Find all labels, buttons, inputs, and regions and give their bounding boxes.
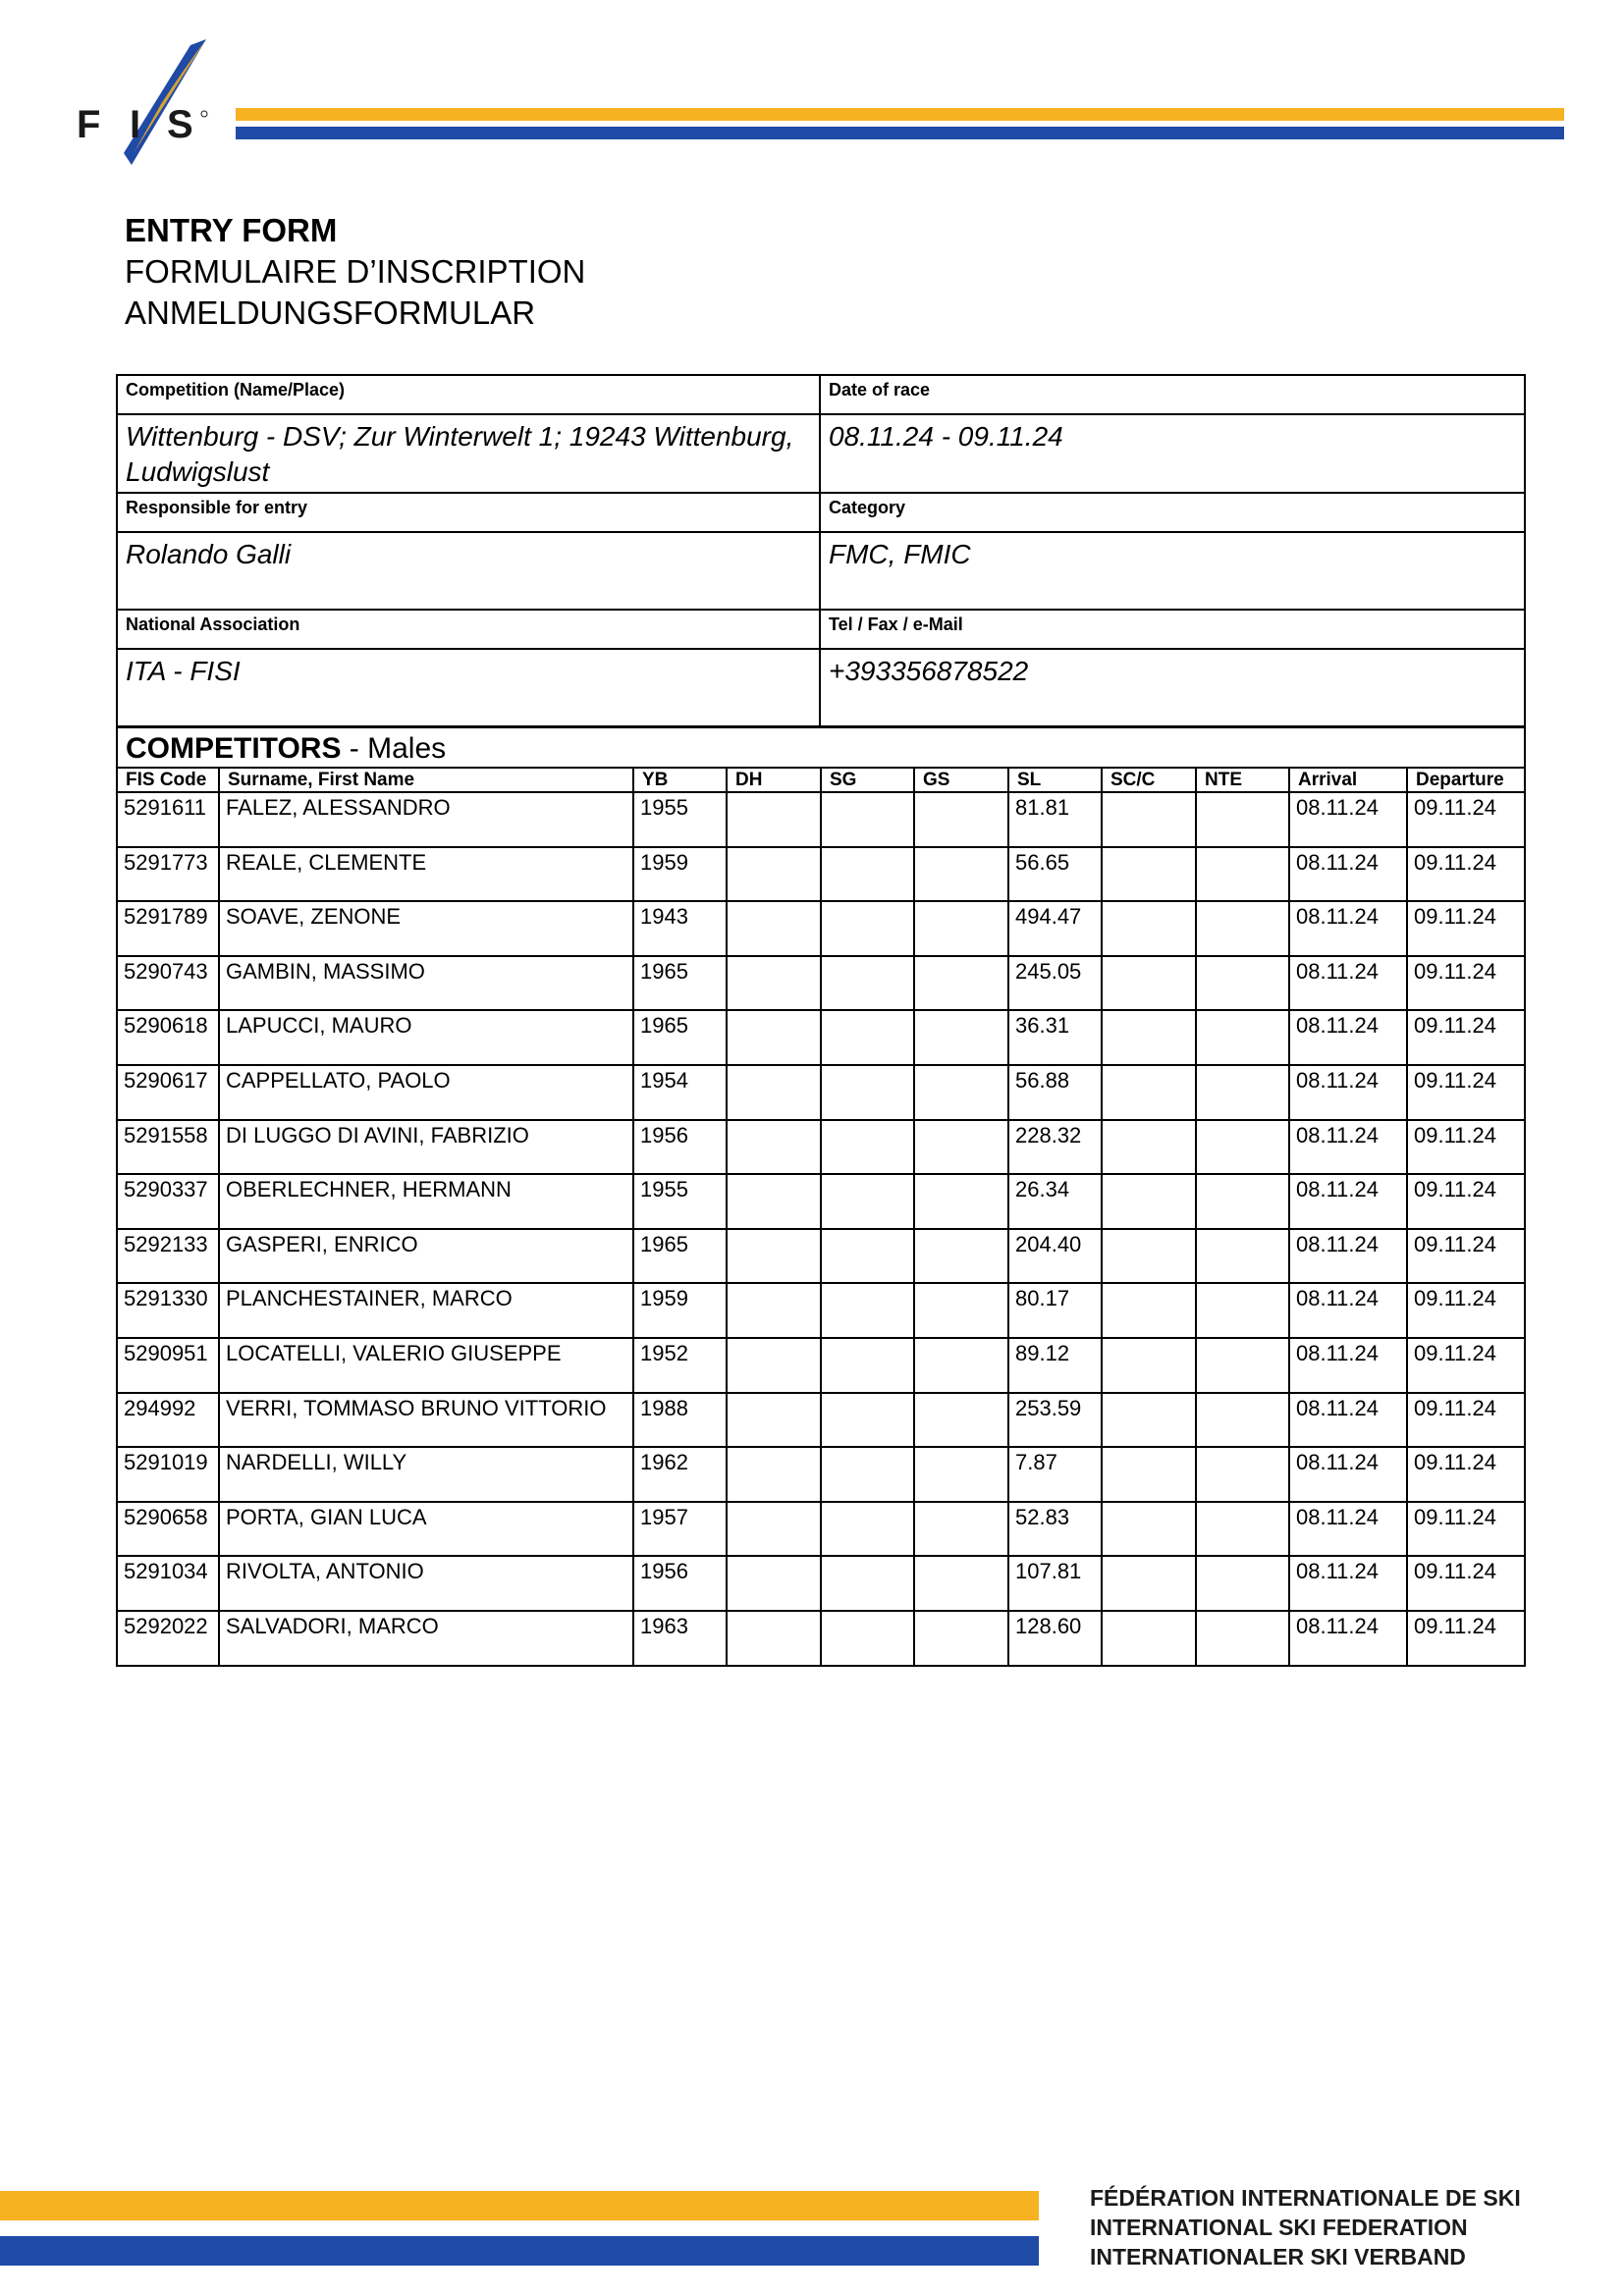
- cell-sg: [821, 1120, 914, 1175]
- cell-nte: [1196, 1502, 1289, 1557]
- cell-arrival: 08.11.24: [1289, 1120, 1407, 1175]
- cell-fis-code: 294992: [117, 1393, 219, 1448]
- competitors-header-row: [117, 768, 1525, 792]
- cell-dh: [727, 1174, 821, 1229]
- cell-yb: 1956: [633, 1120, 727, 1175]
- cell-name: SOAVE, ZENONE: [219, 901, 633, 956]
- cell-scc: [1102, 792, 1196, 847]
- cell-sl: 56.65: [1008, 847, 1102, 902]
- cell-nte: [1196, 1393, 1289, 1448]
- cell-departure: 09.11.24: [1407, 1338, 1525, 1393]
- cell-fis-code: 5290618: [117, 1010, 219, 1065]
- cell-sl: 204.40: [1008, 1229, 1102, 1284]
- cell-sl: 245.05: [1008, 956, 1102, 1011]
- cell-yb: 1962: [633, 1447, 727, 1502]
- cell-nte: [1196, 1447, 1289, 1502]
- cell-nte: [1196, 1120, 1289, 1175]
- col-header-yb: YB: [633, 768, 727, 792]
- cell-gs: [914, 1502, 1008, 1557]
- cell-fis-code: 5290337: [117, 1174, 219, 1229]
- cell-departure: 09.11.24: [1407, 1611, 1525, 1666]
- contact-label: Tel / Fax / e-Mail: [820, 610, 1525, 649]
- cell-scc: [1102, 1611, 1196, 1666]
- cell-yb: 1959: [633, 847, 727, 902]
- association-value: ITA - FISI: [117, 649, 820, 726]
- cell-sg: [821, 1174, 914, 1229]
- cell-sl: 80.17: [1008, 1283, 1102, 1338]
- cell-fis-code: 5290743: [117, 956, 219, 1011]
- cell-departure: 09.11.24: [1407, 1174, 1525, 1229]
- cell-name: CAPPELLATO, PAOLO: [219, 1065, 633, 1120]
- cell-nte: [1196, 1174, 1289, 1229]
- cell-gs: [914, 1447, 1008, 1502]
- col-header-arrival: Arrival: [1289, 768, 1407, 792]
- title-en: ENTRY FORM: [125, 212, 338, 248]
- cell-departure: 09.11.24: [1407, 1556, 1525, 1611]
- cell-departure: 09.11.24: [1407, 901, 1525, 956]
- cell-fis-code: 5291611: [117, 792, 219, 847]
- cell-sl: 253.59: [1008, 1393, 1102, 1448]
- table-row: [117, 1556, 1525, 1611]
- col-header-departure: Departure: [1407, 768, 1525, 792]
- cell-scc: [1102, 901, 1196, 956]
- cell-yb: 1965: [633, 1229, 727, 1284]
- cell-yb: 1954: [633, 1065, 727, 1120]
- cell-gs: [914, 1174, 1008, 1229]
- responsible-label: Responsible for entry: [117, 493, 820, 532]
- cell-yb: 1963: [633, 1611, 727, 1666]
- table-row: [117, 1229, 1525, 1284]
- competitors-table: [116, 726, 1526, 1667]
- cell-name: REALE, CLEMENTE: [219, 847, 633, 902]
- footer-stripe-yellow: [0, 2191, 1039, 2220]
- cell-departure: 09.11.24: [1407, 1120, 1525, 1175]
- title-de: ANMELDUNGSFORMULAR: [125, 294, 536, 331]
- category-value: FMC, FMIC: [820, 532, 1525, 610]
- cell-arrival: 08.11.24: [1289, 1556, 1407, 1611]
- cell-sg: [821, 847, 914, 902]
- table-row: [117, 901, 1525, 956]
- cell-sl: 128.60: [1008, 1611, 1102, 1666]
- cell-sg: [821, 792, 914, 847]
- cell-gs: [914, 1611, 1008, 1666]
- cell-dh: [727, 1556, 821, 1611]
- col-header-gs: GS: [914, 768, 1008, 792]
- cell-departure: 09.11.24: [1407, 1502, 1525, 1557]
- cell-name: GAMBIN, MASSIMO: [219, 956, 633, 1011]
- cell-nte: [1196, 1283, 1289, 1338]
- cell-departure: 09.11.24: [1407, 1010, 1525, 1065]
- cell-name: OBERLECHNER, HERMANN: [219, 1174, 633, 1229]
- cell-sl: 26.34: [1008, 1174, 1102, 1229]
- cell-scc: [1102, 1393, 1196, 1448]
- cell-gs: [914, 1120, 1008, 1175]
- cell-sg: [821, 1611, 914, 1666]
- col-header-scc: SC/C: [1102, 768, 1196, 792]
- cell-dh: [727, 1338, 821, 1393]
- cell-sl: 36.31: [1008, 1010, 1102, 1065]
- date-value: 08.11.24 - 09.11.24: [820, 414, 1525, 493]
- cell-sl: 228.32: [1008, 1120, 1102, 1175]
- competition-value: Wittenburg - DSV; Zur Winterwelt 1; 19243 Wittenburg, Ludwigslust: [117, 414, 820, 493]
- cell-nte: [1196, 1611, 1289, 1666]
- cell-dh: [727, 1502, 821, 1557]
- cell-nte: [1196, 792, 1289, 847]
- table-row: [117, 1174, 1525, 1229]
- cell-departure: 09.11.24: [1407, 1283, 1525, 1338]
- cell-fis-code: 5291773: [117, 847, 219, 902]
- cell-name: RIVOLTA, ANTONIO: [219, 1556, 633, 1611]
- footer-line-de: INTERNATIONALER SKI VERBAND: [1090, 2244, 1466, 2269]
- footer-federation-name: [1090, 2183, 1521, 2271]
- cell-sg: [821, 1447, 914, 1502]
- cell-sl: 52.83: [1008, 1502, 1102, 1557]
- cell-fis-code: 5291034: [117, 1556, 219, 1611]
- footer-line-en: INTERNATIONAL SKI FEDERATION: [1090, 2215, 1468, 2240]
- cell-sg: [821, 1283, 914, 1338]
- cell-sl: 7.87: [1008, 1447, 1102, 1502]
- cell-sg: [821, 956, 914, 1011]
- cell-yb: 1955: [633, 792, 727, 847]
- cell-gs: [914, 1283, 1008, 1338]
- cell-nte: [1196, 1338, 1289, 1393]
- cell-dh: [727, 1120, 821, 1175]
- cell-dh: [727, 901, 821, 956]
- cell-sl: 81.81: [1008, 792, 1102, 847]
- table-row: [117, 1065, 1525, 1120]
- cell-arrival: 08.11.24: [1289, 1447, 1407, 1502]
- cell-gs: [914, 1010, 1008, 1065]
- responsible-value: Rolando Galli: [117, 532, 820, 610]
- cell-sg: [821, 1393, 914, 1448]
- cell-scc: [1102, 1010, 1196, 1065]
- cell-name: LAPUCCI, MAURO: [219, 1010, 633, 1065]
- cell-gs: [914, 1338, 1008, 1393]
- cell-arrival: 08.11.24: [1289, 792, 1407, 847]
- cell-name: LOCATELLI, VALERIO GIUSEPPE: [219, 1338, 633, 1393]
- svg-text:S: S: [167, 103, 193, 146]
- cell-gs: [914, 956, 1008, 1011]
- col-header-sl: SL: [1008, 768, 1102, 792]
- competitors-heading: COMPETITORS - Males: [117, 727, 1525, 768]
- footer-stripe-blue: [0, 2236, 1039, 2266]
- table-row: [117, 956, 1525, 1011]
- cell-name: SALVADORI, MARCO: [219, 1611, 633, 1666]
- cell-scc: [1102, 1447, 1196, 1502]
- cell-nte: [1196, 956, 1289, 1011]
- cell-fis-code: 5290617: [117, 1065, 219, 1120]
- cell-departure: 09.11.24: [1407, 1065, 1525, 1120]
- competition-label: Competition (Name/Place): [117, 375, 820, 414]
- cell-scc: [1102, 1338, 1196, 1393]
- cell-fis-code: 5291019: [117, 1447, 219, 1502]
- cell-sg: [821, 1010, 914, 1065]
- cell-sg: [821, 1065, 914, 1120]
- cell-arrival: 08.11.24: [1289, 1393, 1407, 1448]
- cell-yb: 1943: [633, 901, 727, 956]
- cell-scc: [1102, 1502, 1196, 1557]
- cell-arrival: 08.11.24: [1289, 847, 1407, 902]
- cell-arrival: 08.11.24: [1289, 1229, 1407, 1284]
- cell-fis-code: 5291558: [117, 1120, 219, 1175]
- cell-departure: 09.11.24: [1407, 1229, 1525, 1284]
- cell-nte: [1196, 1556, 1289, 1611]
- title-fr: FORMULAIRE D’INSCRIPTION: [125, 253, 586, 290]
- col-header-sg: SG: [821, 768, 914, 792]
- footer-line-fr: FÉDÉRATION INTERNATIONALE DE SKI: [1090, 2185, 1521, 2211]
- cell-yb: 1959: [633, 1283, 727, 1338]
- cell-departure: 09.11.24: [1407, 847, 1525, 902]
- table-row: [117, 1338, 1525, 1393]
- cell-arrival: 08.11.24: [1289, 1338, 1407, 1393]
- cell-name: FALEZ, ALESSANDRO: [219, 792, 633, 847]
- cell-departure: 09.11.24: [1407, 792, 1525, 847]
- fis-logo: [73, 35, 216, 173]
- cell-departure: 09.11.24: [1407, 1393, 1525, 1448]
- cell-dh: [727, 1229, 821, 1284]
- col-header-name: Surname, First Name: [219, 768, 633, 792]
- cell-yb: 1957: [633, 1502, 727, 1557]
- svg-text:F: F: [77, 103, 101, 146]
- cell-dh: [727, 847, 821, 902]
- competition-info-table: [116, 374, 1526, 727]
- cell-arrival: 08.11.24: [1289, 901, 1407, 956]
- cell-scc: [1102, 847, 1196, 902]
- table-row: [117, 1283, 1525, 1338]
- table-row: [117, 792, 1525, 847]
- cell-scc: [1102, 1283, 1196, 1338]
- cell-sg: [821, 1229, 914, 1284]
- table-row: [117, 1393, 1525, 1448]
- cell-nte: [1196, 1065, 1289, 1120]
- cell-departure: 09.11.24: [1407, 956, 1525, 1011]
- table-row: [117, 1120, 1525, 1175]
- cell-gs: [914, 1556, 1008, 1611]
- cell-gs: [914, 847, 1008, 902]
- col-header-dh: DH: [727, 768, 821, 792]
- cell-scc: [1102, 1174, 1196, 1229]
- table-row: [117, 1010, 1525, 1065]
- cell-sg: [821, 1556, 914, 1611]
- cell-scc: [1102, 1065, 1196, 1120]
- cell-sg: [821, 1502, 914, 1557]
- cell-gs: [914, 792, 1008, 847]
- cell-scc: [1102, 956, 1196, 1011]
- cell-nte: [1196, 1010, 1289, 1065]
- cell-nte: [1196, 1229, 1289, 1284]
- contact-value: +393356878522: [820, 649, 1525, 726]
- cell-yb: 1955: [633, 1174, 727, 1229]
- cell-nte: [1196, 901, 1289, 956]
- cell-fis-code: 5291330: [117, 1283, 219, 1338]
- category-label: Category: [820, 493, 1525, 532]
- cell-gs: [914, 901, 1008, 956]
- cell-name: PORTA, GIAN LUCA: [219, 1502, 633, 1557]
- cell-dh: [727, 1283, 821, 1338]
- cell-sl: 56.88: [1008, 1065, 1102, 1120]
- table-row: [117, 847, 1525, 902]
- cell-fis-code: 5291789: [117, 901, 219, 956]
- cell-arrival: 08.11.24: [1289, 1283, 1407, 1338]
- cell-yb: 1965: [633, 1010, 727, 1065]
- cell-sg: [821, 1338, 914, 1393]
- cell-yb: 1965: [633, 956, 727, 1011]
- cell-scc: [1102, 1120, 1196, 1175]
- table-row: [117, 1611, 1525, 1666]
- cell-fis-code: 5292133: [117, 1229, 219, 1284]
- header-stripe: [236, 108, 1564, 139]
- association-label: National Association: [117, 610, 820, 649]
- cell-fis-code: 5292022: [117, 1611, 219, 1666]
- cell-yb: 1952: [633, 1338, 727, 1393]
- cell-arrival: 08.11.24: [1289, 1065, 1407, 1120]
- cell-name: NARDELLI, WILLY: [219, 1447, 633, 1502]
- cell-arrival: 08.11.24: [1289, 1010, 1407, 1065]
- cell-yb: 1956: [633, 1556, 727, 1611]
- col-header-nte: NTE: [1196, 768, 1289, 792]
- cell-dh: [727, 1393, 821, 1448]
- cell-sl: 89.12: [1008, 1338, 1102, 1393]
- cell-gs: [914, 1229, 1008, 1284]
- table-row: [117, 1502, 1525, 1557]
- col-header-fis-code: FIS Code: [117, 768, 219, 792]
- cell-yb: 1988: [633, 1393, 727, 1448]
- cell-sl: 107.81: [1008, 1556, 1102, 1611]
- cell-scc: [1102, 1229, 1196, 1284]
- cell-dh: [727, 1010, 821, 1065]
- cell-dh: [727, 956, 821, 1011]
- cell-scc: [1102, 1556, 1196, 1611]
- cell-arrival: 08.11.24: [1289, 1174, 1407, 1229]
- svg-text:I: I: [130, 103, 141, 146]
- form-titles: [125, 210, 585, 334]
- cell-arrival: 08.11.24: [1289, 956, 1407, 1011]
- table-row: [117, 1447, 1525, 1502]
- cell-sl: 494.47: [1008, 901, 1102, 956]
- cell-name: DI LUGGO DI AVINI, FABRIZIO: [219, 1120, 633, 1175]
- cell-name: GASPERI, ENRICO: [219, 1229, 633, 1284]
- cell-sg: [821, 901, 914, 956]
- cell-arrival: 08.11.24: [1289, 1502, 1407, 1557]
- cell-dh: [727, 792, 821, 847]
- cell-dh: [727, 1611, 821, 1666]
- cell-name: PLANCHESTAINER, MARCO: [219, 1283, 633, 1338]
- cell-arrival: 08.11.24: [1289, 1611, 1407, 1666]
- competitors-body: [117, 792, 1525, 1666]
- cell-gs: [914, 1065, 1008, 1120]
- date-label: Date of race: [820, 375, 1525, 414]
- cell-name: VERRI, TOMMASO BRUNO VITTORIO: [219, 1393, 633, 1448]
- cell-fis-code: 5290951: [117, 1338, 219, 1393]
- cell-fis-code: 5290658: [117, 1502, 219, 1557]
- cell-gs: [914, 1393, 1008, 1448]
- cell-dh: [727, 1065, 821, 1120]
- cell-nte: [1196, 847, 1289, 902]
- cell-departure: 09.11.24: [1407, 1447, 1525, 1502]
- cell-dh: [727, 1447, 821, 1502]
